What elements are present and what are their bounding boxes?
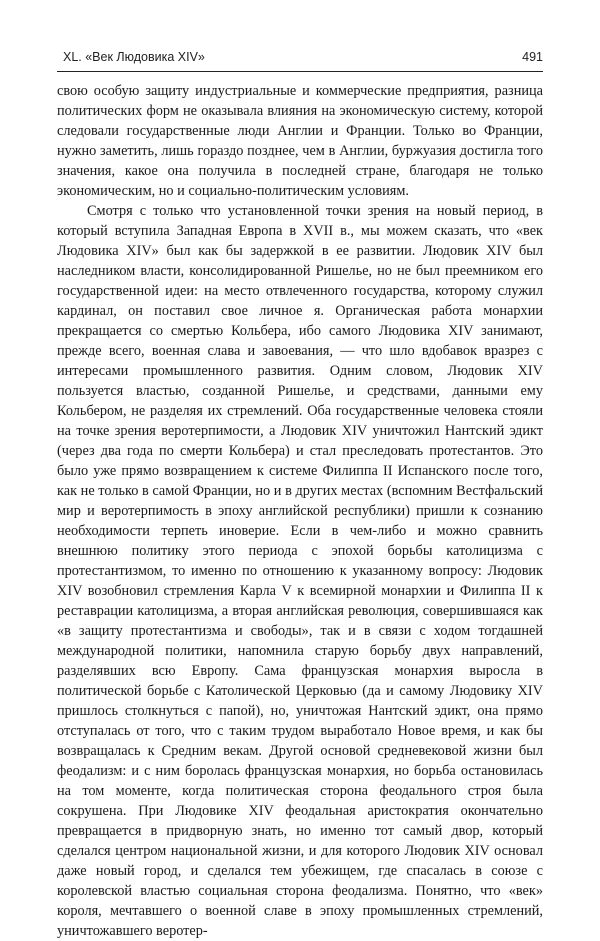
header-rule [57, 71, 543, 72]
page-header [63, 50, 543, 70]
paragraph-louis-xiv-era: Смотря с только что установленной точки зрения на новый период, в который вступила Западная Европа в XVII в., мы можем сказать, что «век Людовика XIV» был как бы задержкой в ее развитии. Людовик XIV был наследником власти, консолидированной Ришелье, но не был преемником его государственной идеи: на место отвлеченного государства, которому служил кардинал, он поставил свое личное я. Органическая работа монархии прекращается со смертью Кольбера, ибо самого Людовика XIV занимают, прежде всего, военная слава и завоевания, — что шло вдобавок вразрез с интересами промышленного развития. Одним словом, Людовик XIV пользуется властью, созданной Ришелье, и средствами, данными ему Кольбером, не разделяя их стремлений. Оба государственные человека стояли на точке зрения веротерпимости, а Людовик XIV уничтожил Нантский эдикт (через два года по смерти Кольбера) и стал преследовать протестантов. Это было уже прямо возвращением к системе Филиппа II Испанского после того, как не только в самой Франции, но и в других местах (вспомним Вестфальский мир и веротерпимость в эпоху английской республики) пришли к сознанию необходимости терпеть иноверие. Если в чем-либо и можно сравнить внешнюю политику этого периода с эпохой борьбы католицизма с протестантизмом, то именно по отношению к указанному вопросу: Людовик XIV возобновил стремления Карла V к всемирной монархии и Филиппа II к реставрации католицизма, а вторая английская революция, совершившаяся как «в защиту протестантизма и свободы», так и в связи с ходом тогдашней международной политики, напомнила старую борьбу двух направлений, разделявших всю Европу. Сама французская монархия выросла в политической борьбе с Католической Церковью (да и самому Людовику XIV пришлось столкнуться с папой), но, уничтожая Нантский эдикт, она прямо отступалась от того, что с таким трудом выработало Новое время, и как бы возвращалась к Средним векам. Другой основой средневековой жизни был феодализм: и с ним боролась французская монархия, но борьба остановилась на том моменте, когда политическая сторона феодального строя была сокрушена. При Людовике XIV феодальная аристократия окончательно превращается в придворную знать, но именно тот самый двор, который сделался центром национальной жизни, и для которого Людовик XIV основал даже новый город, и сделался тем убежищем, где спасалась в союзе с королевской властью социальная сторона феодализма. Понятно, что «век» короля, мечтавшего о военной славе в эпоху промышленных стремлений, уничтожавшего веротер- [57, 203, 543, 939]
body-text [57, 81, 543, 941]
paragraph-continuation: свою особую защиту индустриальные и коммерческие предприятия, разница политических форм не оказывала влияния на экономическую систему, которой следовали государственные люди Англии и Франции. Только во Франции, нужно заметить, лишь гораздо позднее, чем в Англии, буржуазия достигла того значения, какое она получила в последней стране, благодаря не только экономическим, но и социально-политическим условиям. [57, 83, 543, 199]
running-title: XL. «Век Людовика XIV» [63, 50, 205, 64]
page-number: 491 [522, 50, 543, 64]
